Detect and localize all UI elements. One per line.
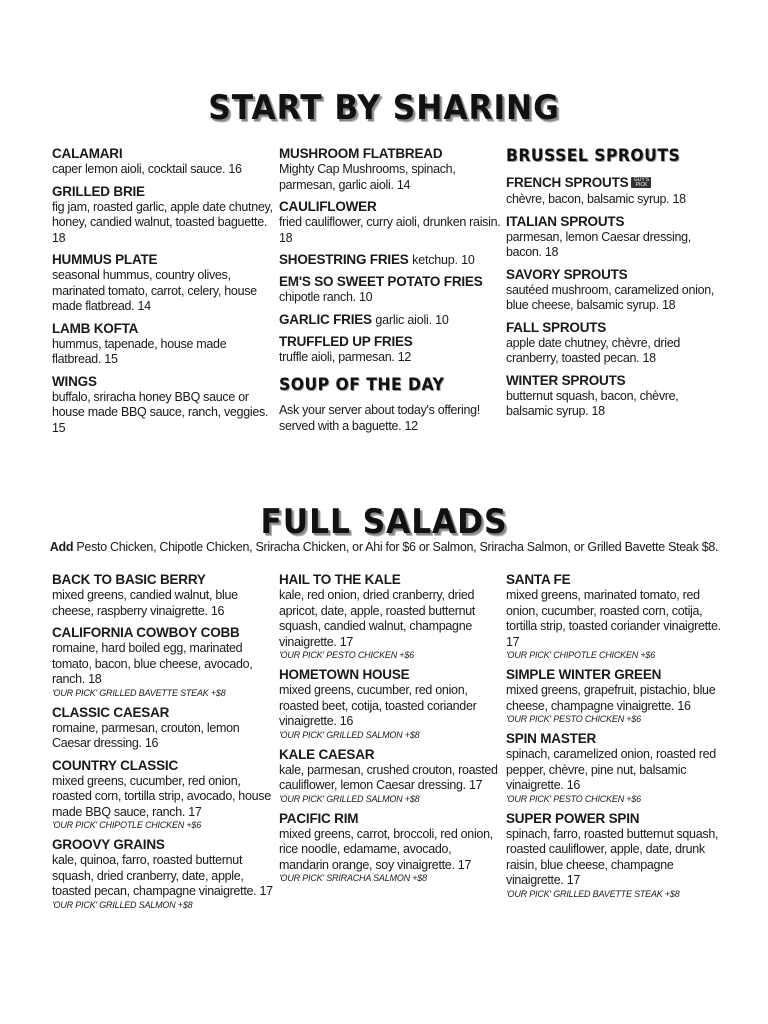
item-name: ITALIAN SPROUTS <box>506 213 625 229</box>
item-desc: apple date chutney, chèvre, dried cranberry, toasted pecan. 18 <box>506 335 681 365</box>
item-name: SAVORY SPROUTS <box>506 266 628 282</box>
item-name: KALE CAESAR <box>279 746 375 762</box>
menu-item <box>52 321 277 368</box>
item-desc: hummus, tapenade, house made flatbread. 15 <box>52 336 227 366</box>
item-name: CLASSIC CAESAR <box>52 704 170 720</box>
item-desc: mixed greens, candied walnut, blue cheese, raspberry vinaigrette. 16 <box>52 588 238 618</box>
menu-item <box>279 572 504 661</box>
our-pick-note: 'OUR PICK' CHIPOTLE CHICKEN +$6 <box>506 650 656 660</box>
item-desc: caper lemon aioli, cocktail sauce. 16 <box>52 162 242 176</box>
soup-title: SOUP OF THE DAY <box>279 375 445 395</box>
item-desc: mixed greens, cucumber, red onion, roasted beet, cotija, toasted coriander vinaigrette. 16 <box>279 683 477 728</box>
our-pick-note: 'OUR PICK' PESTO CHICKEN +$6 <box>506 793 641 804</box>
our-pick-note: 'OUR PICK' CHIPOTLE CHICKEN +$6 <box>52 820 202 830</box>
salads-title: FULL SALADS <box>260 502 508 542</box>
item-desc: romaine, hard boiled egg, marinated tomato, bacon, blue cheese, avocado, ranch. 18 <box>52 641 253 686</box>
our-pick-note: 'OUR PICK' GRILLED BAVETTE STEAK +$8 <box>52 687 226 698</box>
item-desc: buffalo, sriracha honey BBQ sauce or house made BBQ sauce, ranch, veggies. 15 <box>52 389 269 435</box>
menu-item <box>279 667 504 741</box>
item-desc: fried cauliflower, curry aioli, drunken raisin. 18 <box>279 215 501 245</box>
our-pick-note: 'OUR PICK' GRILLED SALMON +$8 <box>279 729 420 740</box>
item-desc: truffle aioli, parmesan. 12 <box>279 349 412 364</box>
menu-item <box>506 214 721 261</box>
item-desc: garlic aioli. 10 <box>375 312 449 327</box>
item-desc: mixed greens, marinated tomato, red onion, cucumber, roasted corn, cotija, tortilla strip, toasted coriander vinaigrette. 17 <box>506 588 721 649</box>
item-name: EM'S SO SWEET POTATO FRIES <box>279 274 483 289</box>
item-desc: kale, red onion, dried cranberry, dried apricot, date, apple, roasted butternut squash, candied walnut, champagne vinaigrette. 17 <box>279 588 476 649</box>
our-pick-note: 'OUR PICK' GRILLED BAVETTE STEAK +$8 <box>506 888 680 899</box>
menu-item <box>506 572 721 661</box>
item-name: GROOVY GRAINS <box>52 837 165 852</box>
item-desc: chèvre, bacon, balsamic syrup. 18 <box>506 192 686 206</box>
item-desc: spinach, farro, roasted butternut squash, roasted cauliflower, apple, date, drunk raisin, blue cheese, champagne vinaigrette. 17 <box>506 826 719 887</box>
item-name: SANTA FE <box>506 572 571 587</box>
menu-item <box>279 199 504 246</box>
item-name: FALL SPROUTS <box>506 319 607 335</box>
item-desc: seasonal hummus, country olives, marinated tomato, carrot, celery, house made flatbread. 14 <box>52 268 257 313</box>
item-desc: parmesan, lemon Caesar dressing, bacon. 18 <box>506 229 691 259</box>
menu-item <box>52 146 277 178</box>
our-pick-note: 'OUR PICK' GRILLED SALMON +$8 <box>279 793 420 804</box>
item-desc: kale, quinoa, farro, roasted butternut squash, dried cranberry, date, apple, toasted pecan, champagne vinaigrette. 17 <box>52 853 273 898</box>
menu-item <box>52 758 277 832</box>
item-name: LAMB KOFTA <box>52 320 139 336</box>
menu-item <box>506 373 721 420</box>
item-name: WINGS <box>52 373 97 389</box>
item-desc: spinach, caramelized onion, roasted red pepper, chèvre, pine nut, balsamic vinaigrette. 16 <box>506 747 716 792</box>
item-name: COUNTRY CLASSIC <box>52 757 179 773</box>
our-pick-note: 'OUR PICK' PESTO CHICKEN +$6 <box>279 650 414 660</box>
sprouts-title: BRUSSEL SPROUTS <box>506 146 681 166</box>
item-name: HOMETOWN HOUSE <box>279 667 410 682</box>
sprouts-column <box>506 146 721 426</box>
menu-item <box>506 267 721 314</box>
item-name: SPIN MASTER <box>506 731 597 746</box>
sharing-column-1 <box>52 146 277 442</box>
item-name: SHOESTRING FRIES ketchup. 10 <box>279 252 475 267</box>
item-name: MUSHROOM FLATBREAD <box>279 146 443 161</box>
item-name: HUMMUS PLATE <box>52 252 158 267</box>
item-desc: chipotle ranch. 10 <box>279 290 373 304</box>
item-name: CALAMARI <box>52 146 123 161</box>
add-protein-note: Add Pesto Chicken, Chipotle Chicken, Sriracha Chicken, or Ahi for $6 or Salmon, Sriracha Salmon, or Grilled Bavette Steak $8. <box>49 540 719 554</box>
item-name: TRUFFLED UP FRIES <box>279 333 413 349</box>
menu-item <box>506 667 721 725</box>
salads-column-3 <box>506 572 721 906</box>
menu-item <box>52 252 277 315</box>
sharing-title: START BY SHARING <box>208 88 560 128</box>
item-name: SUPER POWER SPIN <box>506 810 640 826</box>
menu-item <box>52 374 277 437</box>
salads-column-1 <box>52 572 277 917</box>
item-name: GARLIC FRIES garlic aioli. 10 <box>279 311 449 327</box>
menu-item <box>52 572 277 619</box>
menu-item <box>506 731 721 805</box>
item-desc: mixed greens, carrot, broccoli, red onion, rice noodle, edamame, avocado, mandarin orange, soy vinaigrette. 17 <box>279 826 493 872</box>
menu-item <box>506 174 721 208</box>
item-name: CALIFORNIA COWBOY COBB <box>52 625 240 640</box>
item-desc: mixed greens, cucumber, red onion, roasted corn, tortilla strip, avocado, house made BBQ sauce, ranch. 17 <box>52 773 271 819</box>
item-name: HAIL TO THE KALE <box>279 572 401 587</box>
item-desc: romaine, parmesan, crouton, lemon Caesar dressing. 16 <box>52 720 240 750</box>
menu-item <box>279 747 504 805</box>
item-desc: Mighty Cap Mushrooms, spinach, parmesan, garlic aioli. 14 <box>279 162 456 192</box>
item-name: WINTER SPROUTS <box>506 372 626 388</box>
our-pick-note: 'OUR PICK' SRIRACHA SALMON +$8 <box>279 873 427 883</box>
salads-column-2 <box>279 572 504 890</box>
item-desc: ketchup. 10 <box>412 253 475 267</box>
menu-item <box>279 811 504 885</box>
item-name: SIMPLE WINTER GREEN <box>506 667 662 682</box>
item-name: GRILLED BRIE <box>52 183 145 199</box>
soup-desc: Ask your server about today's offering! served with a baguette. 12 <box>279 403 480 433</box>
item-desc: sautéed mushroom, caramelized onion, blue cheese, balsamic syrup. 18 <box>506 282 715 312</box>
menu-item <box>52 705 277 752</box>
item-name: BACK TO BASIC BERRY <box>52 572 206 587</box>
item-desc: kale, parmesan, crushed crouton, roasted cauliflower, lemon Caesar dressing. 17 <box>279 762 498 792</box>
item-name: CAULIFLOWER <box>279 199 377 214</box>
guys-pick-badge: GUY'S PICK <box>631 177 651 188</box>
item-desc: fig jam, roasted garlic, apple date chutney, honey, candied walnut, toasted baguette. 18 <box>52 199 273 245</box>
sharing-column-2 <box>279 146 504 434</box>
menu-item <box>279 312 504 328</box>
menu-item <box>279 274 504 306</box>
item-name: FRENCH SPROUTS <box>506 175 629 190</box>
menu-item <box>279 252 504 268</box>
our-pick-note: 'OUR PICK' PESTO CHICKEN +$6 <box>506 714 641 724</box>
menu-item <box>506 811 721 900</box>
menu-item <box>506 320 721 367</box>
item-desc: mixed greens, grapefruit, pistachio, blue cheese, champagne vinaigrette. 16 <box>506 683 716 713</box>
item-name: PACIFIC RIM <box>279 810 359 826</box>
menu-item <box>52 625 277 699</box>
menu-item <box>279 334 504 366</box>
menu-item <box>52 837 277 911</box>
item-desc: butternut squash, bacon, chèvre, balsamic syrup. 18 <box>506 388 679 418</box>
menu-item <box>279 146 504 193</box>
our-pick-note: 'OUR PICK' GRILLED SALMON +$8 <box>52 899 193 910</box>
menu-item <box>52 184 277 247</box>
